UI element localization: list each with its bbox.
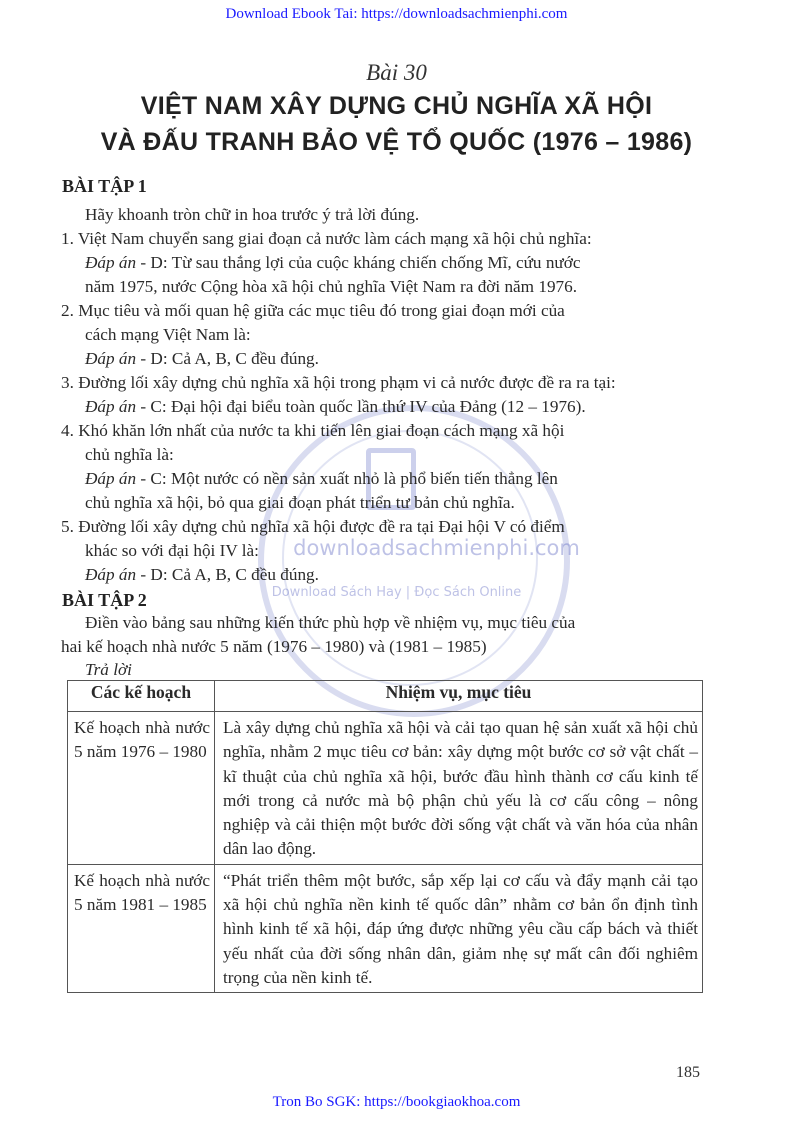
answer-label: Đáp án	[85, 397, 137, 416]
page-title-line1: VIỆT NAM XÂY DỰNG CHỦ NGHĨA XÃ HỘI	[140, 92, 653, 120]
answer-2	[85, 349, 319, 369]
question-2-line1: 2. Mục tiêu và mối quan hệ giữa các mục tiêu đó trong giai đoạn mới của	[61, 301, 565, 320]
plan-cell: Kế hoạch nhà nước 5 năm 1981 – 1985	[68, 864, 215, 992]
watermark-ring	[258, 405, 570, 717]
question-5-line2: khác so với đại hội IV là:	[85, 541, 259, 560]
answer-text: - C: Đại hội đại biểu toàn quốc lần thứ IV của Đảng (12 – 1976).	[136, 397, 586, 416]
header-download-link[interactable]: Download Ebook Tai: https://downloadsachmienphi.com	[225, 6, 568, 22]
answer-heading: Trả lời	[85, 660, 132, 679]
exercise2-heading: BÀI TẬP 2	[62, 590, 147, 610]
question-1: 1. Việt Nam chuyển sang giai đoạn cả nước làm cách mạng xã hội chủ nghĩa:	[61, 229, 592, 248]
answer-text: - D: Cả A, B, C đều đúng.	[136, 349, 319, 368]
column-header-tasks: Nhiệm vụ, mục tiêu	[215, 681, 703, 712]
answer-4-line2: chủ nghĩa xã hội, bỏ qua giai đoạn phát triển tư bản chủ nghĩa.	[85, 493, 515, 512]
answer-3	[85, 397, 586, 417]
column-header-plans: Các kế hoạch	[68, 681, 215, 712]
footer-sgk-link[interactable]: Tron Bo SGK: https://bookgiaokhoa.com	[272, 1094, 521, 1110]
answer-text: - D: Cả A, B, C đều đúng.	[136, 565, 319, 584]
answer-label: Đáp án	[85, 469, 137, 488]
question-5-line1: 5. Đường lối xây dựng chủ nghĩa xã hội được đề ra tại Đại hội V có điểm	[61, 517, 565, 536]
table-header-row	[68, 681, 703, 712]
answer-1-line1	[85, 253, 580, 273]
exercise1-instruction: Hãy khoanh tròn chữ in hoa trước ý trả lời đúng.	[85, 205, 420, 224]
plans-table	[67, 680, 703, 993]
watermark-text: downloadsachmienphi.com	[293, 536, 580, 560]
answer-label: Đáp án	[85, 253, 137, 272]
plan-cell: Kế hoạch nhà nước 5 năm 1976 – 1980	[68, 712, 215, 865]
answer-4-line1	[85, 469, 558, 489]
answer-text: - C: Một nước có nền sản xuất nhỏ là phổ biến tiến thẳng lên	[136, 469, 558, 488]
exercise1-heading: BÀI TẬP 1	[62, 176, 147, 196]
question-3: 3. Đường lối xây dựng chủ nghĩa xã hội trong phạm vi cả nước được đề ra ra tại:	[61, 373, 616, 392]
page-title-line2: VÀ ĐẤU TRANH BẢO VỆ TỔ QUỐC (1976 – 1986)	[100, 128, 693, 156]
page-number: 185	[676, 1064, 700, 1081]
exercise2-instruction-line1: Điền vào bảng sau những kiến thức phù hợp về nhiệm vụ, mục tiêu của	[85, 613, 576, 632]
answer-1-line2: năm 1975, nước Cộng hòa xã hội chủ nghĩa Việt Nam ra đời năm 1976.	[85, 277, 578, 296]
answer-text: - D: Từ sau thắng lợi của cuộc kháng chiến chống Mĩ, cứu nước	[136, 253, 581, 272]
question-4-line2: chủ nghĩa là:	[85, 445, 174, 464]
question-2-line2: cách mạng Việt Nam là:	[85, 325, 251, 344]
watermark-subtext: Download Sách Hay | Đọc Sách Online	[271, 585, 522, 600]
tasks-cell: Là xây dựng chủ nghĩa xã hội và cải tạo quan hệ sản xuất xã hội chủ nghĩa, nhằm 2 mục tiêu cơ bản: xây dựng một bước cơ sở vật chất – kĩ thuật của chủ nghĩa xã hội, bước đầu hình thành cơ cấu kinh tế mới trong cả nước mà bộ phận chủ yếu là cơ cấu công – nông nghiệp và cải thiện một bước đời sống vật chất và văn hóa của nhân dân lao động.	[215, 712, 703, 865]
question-4-line1: 4. Khó khăn lớn nhất của nước ta khi tiến lên giai đoạn cách mạng xã hội	[61, 421, 565, 440]
answer-label: Đáp án	[85, 349, 137, 368]
answer-5	[85, 565, 319, 585]
lesson-number: Bài 30	[366, 60, 427, 85]
table-row	[68, 712, 703, 865]
exercise2-instruction-line2: hai kế hoạch nhà nước 5 năm (1976 – 1980) và (1981 – 1985)	[61, 637, 487, 656]
answer-label: Đáp án	[85, 565, 137, 584]
tasks-cell: “Phát triển thêm một bước, sắp xếp lại cơ cấu và đẩy mạnh cải tạo xã hội chủ nghĩa nền kinh tế quốc dân” nhằm cơ bản ổn định tình hình kinh tế xã hội, đáp ứng được những yêu cầu cấp bách và thiết yếu nhất của đời sống nhân dân, giảm nhẹ sự mất cân đối nghiêm trọng của nền kinh tế.	[215, 864, 703, 992]
table-row	[68, 864, 703, 992]
